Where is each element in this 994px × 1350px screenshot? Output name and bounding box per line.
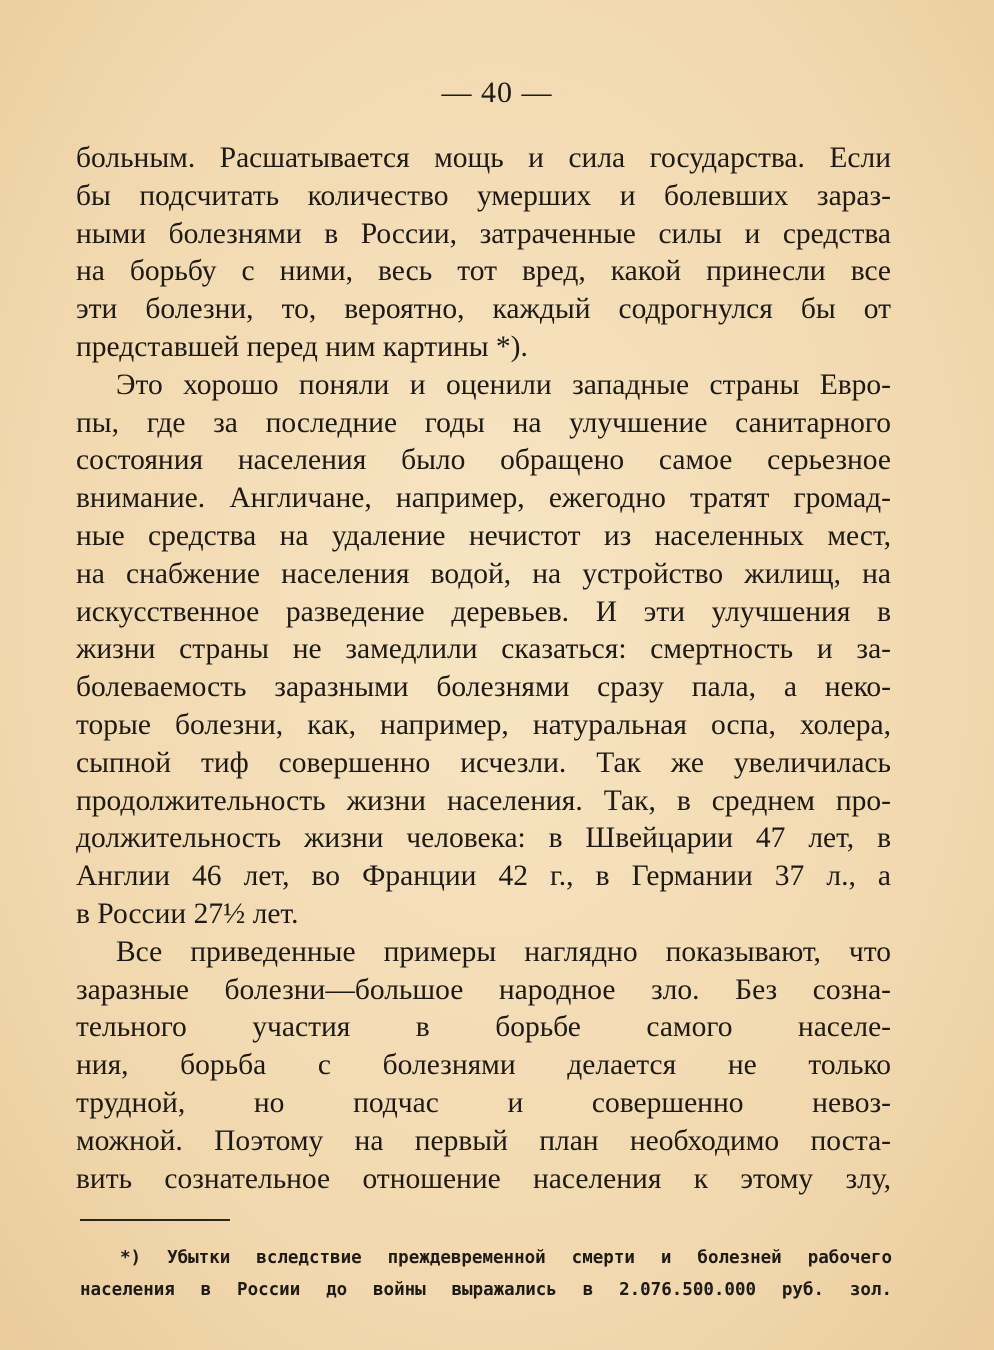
footnote — [80, 1242, 892, 1306]
text-line: сыпной тиф совершенно исчезли. Так же увеличилась — [76, 746, 891, 779]
text-line: бы подсчитать количество умерших и болевших зараз- — [76, 179, 891, 212]
text-line: Это хорошо поняли и оценили западные страны Евро- — [116, 368, 891, 401]
text-line: на борьбу с ними, весь тот вред, какой принесли все — [76, 255, 891, 288]
text-line: ные средства на удаление нечистот из населенных мест, — [76, 519, 891, 552]
text-line-spaced: тельного участия в борьбе самого населе- — [76, 1011, 891, 1044]
text-line-spaced: ния, борьба с болезнями делается не только — [76, 1049, 891, 1082]
footnote-line: населения в России до войны выражались в 2.076.500.000 руб. зол. — [80, 1280, 892, 1300]
text-line: болеваемость заразными болезнями сразу пала, а неко- — [76, 671, 891, 704]
text-line: можной. Поэтому на первый план необходимо поста- — [76, 1124, 891, 1157]
body-text — [76, 140, 891, 1198]
text-line: Все приведенные примеры наглядно показывают, что — [116, 935, 891, 968]
text-line: представшей перед ним картины *). — [76, 330, 528, 363]
page-number: — 40 — — [441, 76, 553, 109]
text-line: вить сознательное отношение населения к этому злу, — [76, 1162, 891, 1195]
text-line: в России 27½ лет. — [76, 897, 299, 930]
text-line: состояния населения было обращено самое серьезное — [76, 444, 891, 477]
text-line: должительность жизни человека: в Швейцарии 47 лет, в — [76, 822, 891, 855]
text-line-spaced: трудной, но подчас и совершенно невоз- — [76, 1086, 891, 1119]
text-line: торые болезни, как, например, натуральная оспа, холера, — [76, 708, 891, 741]
text-line: на снабжение населения водой, на устройство жилищ, на — [76, 557, 891, 590]
paragraph — [76, 934, 891, 1199]
paragraph — [76, 140, 891, 367]
text-line: ными болезнями в России, затраченные силы и средства — [76, 217, 891, 250]
text-line: искусственное разведение деревьев. И эти улучшения в — [76, 595, 891, 628]
footnote-line: *) Убытки вследствие преждевременной смерти и болезней рабочего — [120, 1248, 892, 1268]
text-line: эти болезни, то, вероятно, каждый содрогнулся бы от — [76, 293, 891, 326]
text-line: продолжительность жизни населения. Так, в среднем про- — [76, 784, 891, 817]
text-line: Англии 46 лет, во Франции 42 г., в Германии 37 л., а — [76, 860, 891, 893]
paragraph — [76, 367, 891, 934]
footnote-divider — [80, 1219, 230, 1221]
text-line: жизни страны не замедлили сказаться: смертность и за- — [76, 633, 891, 666]
text-line: больным. Расшатывается мощь и сила государства. Если — [76, 142, 891, 174]
text-line: заразные болезни—большое народное зло. Без созна- — [76, 973, 891, 1006]
text-line: внимание. Англичане, например, ежегодно тратят громад- — [76, 482, 891, 515]
text-line: пы, где за последние годы на улучшение санитарного — [76, 406, 891, 439]
